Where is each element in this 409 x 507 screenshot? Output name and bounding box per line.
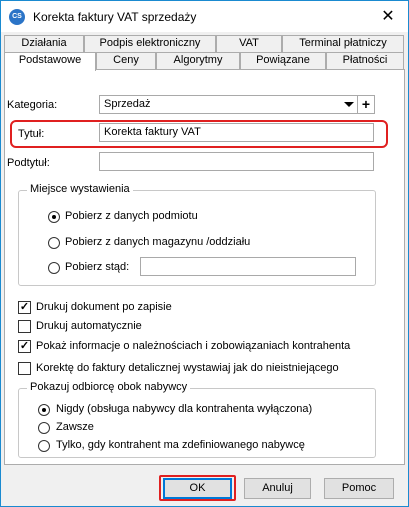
- add-category-button[interactable]: +: [357, 95, 375, 114]
- radio-pobierz-stad[interactable]: [48, 262, 60, 274]
- ok-button[interactable]: OK: [163, 478, 232, 499]
- miejsce-wystawienia-group: [18, 183, 376, 286]
- help-button[interactable]: Pomoc: [324, 478, 394, 499]
- close-icon[interactable]: ✕: [381, 8, 395, 25]
- tab-row-1: [4, 35, 405, 52]
- pokazuj-odbiorce-group: [18, 381, 376, 458]
- tab-panel-podstawowe: [4, 69, 405, 465]
- checkbox-drukuj-po-zapisie-label: Drukuj dokument po zapisie: [36, 301, 172, 313]
- tytul-input[interactable]: Korekta faktury VAT: [99, 123, 374, 142]
- checkbox-drukuj-automatycznie[interactable]: [18, 320, 31, 333]
- tytul-label: Tytuł:: [18, 128, 45, 140]
- tab-podpis-elektroniczny[interactable]: Podpis elektroniczny: [84, 35, 216, 52]
- tab-platnosci[interactable]: Płatności: [326, 52, 404, 69]
- checkbox-drukuj-po-zapisie[interactable]: ✓: [19, 301, 30, 313]
- title-bar: [1, 1, 408, 32]
- radio-pobierz-stad-label: Pobierz stąd:: [65, 261, 130, 273]
- radio-pobierz-z-magazynu[interactable]: [48, 237, 60, 249]
- radio-zawsze[interactable]: [38, 422, 50, 434]
- checkbox-pokaz-naleznosci[interactable]: ✓: [19, 340, 30, 352]
- radio-tylko-gdy-nabywca-label: Tylko, gdy kontrahent ma zdefiniowanego nabywcę: [56, 439, 305, 451]
- radio-pobierz-z-podmiotu[interactable]: [48, 211, 60, 223]
- podtytul-label: Podtytuł:: [7, 157, 50, 169]
- cancel-button[interactable]: Anuluj: [244, 478, 311, 499]
- checkbox-korekta-detaliczna-label: Korektę do faktury detalicznej wystawiaj jak do nieistniejącego: [36, 362, 339, 374]
- miejsce-wystawienia-title: Miejsce wystawienia: [27, 183, 133, 195]
- tab-powiazane[interactable]: Powiązane: [240, 52, 326, 69]
- kategoria-select[interactable]: [99, 95, 359, 114]
- tab-ceny[interactable]: Ceny: [96, 52, 156, 69]
- checkbox-pokaz-naleznosci-label: Pokaż informacje o należnościach i zobowiązaniach kontrahenta: [36, 340, 351, 352]
- kategoria-label: Kategoria:: [7, 99, 58, 111]
- pobierz-stad-input[interactable]: [140, 257, 356, 276]
- radio-nigdy[interactable]: [38, 404, 50, 416]
- chevron-down-icon[interactable]: [344, 102, 354, 107]
- radio-tylko-gdy-nabywca[interactable]: [38, 440, 50, 452]
- radio-pobierz-z-magazynu-label: Pobierz z danych magazynu /oddziału: [65, 236, 251, 248]
- window-title: Korekta faktury VAT sprzedaży: [33, 10, 197, 24]
- radio-nigdy-label: Nigdy (obsługa nabywcy dla kontrahenta wyłączona): [56, 403, 313, 415]
- radio-zawsze-label: Zawsze: [56, 421, 94, 433]
- tab-dzialania[interactable]: Działania: [4, 35, 84, 52]
- tab-row-2: [4, 52, 405, 69]
- checkbox-drukuj-automatycznie-label: Drukuj automatycznie: [36, 320, 142, 332]
- tab-podstawowe[interactable]: Podstawowe: [4, 52, 96, 71]
- podtytul-input[interactable]: [99, 152, 374, 171]
- tab-terminal-platniczy[interactable]: Terminal płatniczy: [282, 35, 404, 52]
- pokazuj-odbiorce-title: Pokazuj odbiorcę obok nabywcy: [27, 381, 190, 393]
- app-logo-icon: CS: [9, 9, 25, 25]
- tab-algorytmy[interactable]: Algorytmy: [156, 52, 240, 69]
- radio-pobierz-z-podmiotu-label: Pobierz z danych podmiotu: [65, 210, 198, 222]
- tab-vat[interactable]: VAT: [216, 35, 282, 52]
- checkbox-korekta-detaliczna[interactable]: [18, 362, 31, 375]
- kategoria-value: Sprzedaż: [104, 98, 151, 110]
